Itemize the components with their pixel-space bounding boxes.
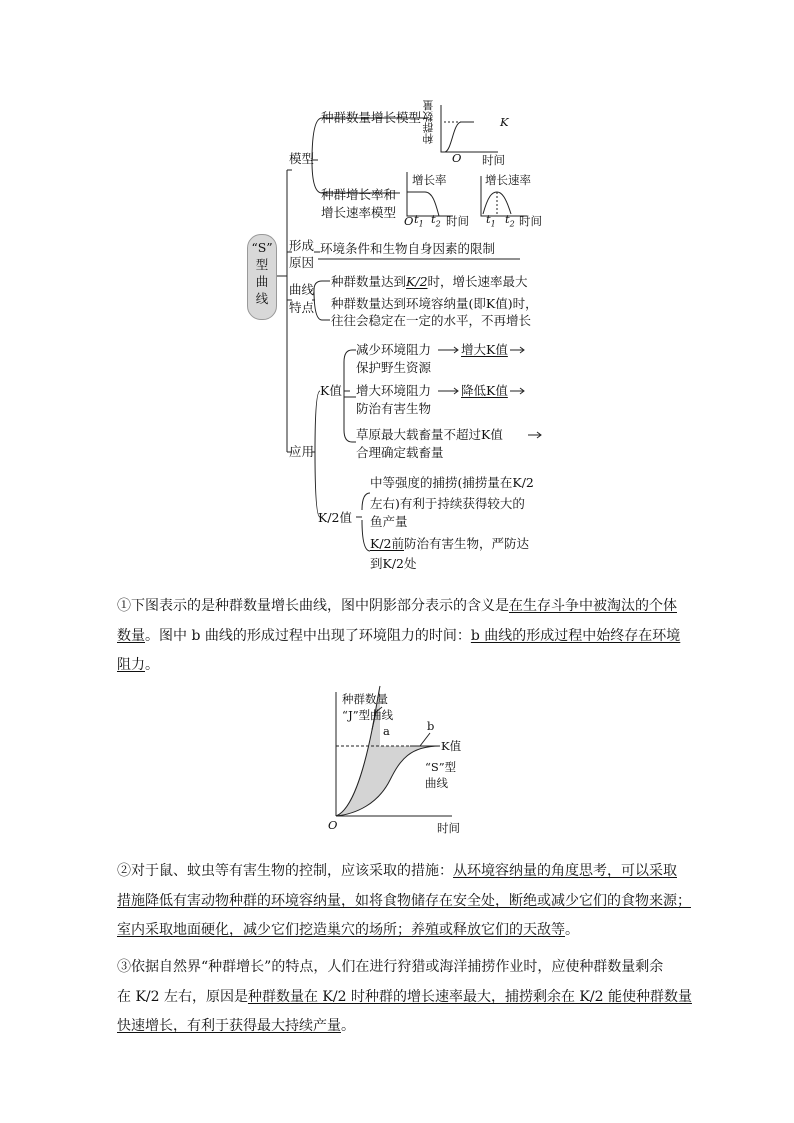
kval-label: K值 [320,383,342,398]
chart-a-label: a [383,724,390,738]
mini1-y-label: 种群数量 [422,100,435,144]
p3-line-1: ③依据自然界“种群增长”的特点，人们在进行狩猎或海洋捕捞作业时，应使种群数量剩余 [117,959,664,975]
p2-line-3: 室内采取地面硬化，减少它们挖造巢穴的场所；养殖或释放它们的天敌等。 [117,922,579,938]
root-quote: “S” [251,240,273,255]
b-leader [420,733,430,746]
kval-item-2-c: 防治有害生物 [356,401,432,416]
chart-x-label: 时间 [437,821,460,835]
branch-label-application: 应用 [289,444,315,459]
k2val-item-2-l1: K/2前防治有害生物，严防达 [370,536,530,551]
feature-line-2: 种群数量达到环境容纳量(即K值)时， [331,296,538,311]
k2val-item-1-l2: 左右)有利于持续获得较大的 [370,496,525,511]
mini2-t1: $t_1$ [414,212,424,229]
mini3-t1: $t_1$ [486,212,496,229]
chart-s-label-2: 曲线 [425,776,448,790]
mini3-x-label: 时间 [519,214,542,228]
kval-item-1-b: 增大K值 [461,342,508,357]
paragraph-2 [117,859,697,943]
chart-origin: O [328,818,338,832]
rate-model-label-2: 增长速率模型 [321,205,397,220]
p2-line-1: ②对于鼠、蚊虫等有害生物的控制，应该采取的措施：从环境容纳量的角度思考，可以采取 [117,863,677,879]
growth-model-label: 种群数量增长模型 [321,110,422,125]
mini2-t2: $t_2$ [431,212,441,229]
rate-model-label-1: 种群增长率和 [321,187,397,202]
feature-line-1: 种群数量达到K/2时，增长速率最大 [331,274,528,289]
p3-line-2: 在 K/2 左右，原因是种群数量在 K/2 时种群的增长速率最大，捕捞剩余在 K/2 能使种群数量 [117,988,692,1005]
mini1-k-label: K [500,115,509,129]
chart-y-label: 种群数量 [342,692,388,706]
k2val-item-2-l2: 到K/2处 [370,556,417,571]
paragraph-3 [117,955,697,1039]
p1-line-2: 数量。图中 b 曲线的形成过程中出现了环境阻力的时间：b 曲线的形成过程中始终存在环境 [117,627,681,644]
root-char-2: 曲 [255,274,269,289]
branch-label-model: 模型 [289,151,315,166]
branch-label-features-2: 特点 [289,300,315,315]
k2val-label: K/2值 [318,510,353,525]
branch-label-cause-1: 形成 [289,238,315,253]
root-char-1: 型 [255,257,269,272]
mini3-title: 增长速率 [485,173,531,187]
kval-item-2-b: 降低K值 [461,383,508,398]
kval-item-3-a: 草原最大载畜量不超过K值 [356,427,503,442]
mini1-x-label: 时间 [482,153,505,167]
feature-line-3: 往往会稳定在一定的水平，不再增长 [331,313,532,328]
mini2-x-label: 时间 [446,214,469,228]
chart-b-label: b [427,719,435,733]
chart-k-label: K值 [441,739,462,753]
p2-line-2: 措施降低有害动物种群的环境容纳量，如将食物储存在安全处，断绝或减少它们的食物来源； [117,892,691,909]
mini3-t2: $t_2$ [505,212,515,229]
branch-label-cause-2: 原因 [289,255,315,270]
chart-s-label-1: “S”型 [425,760,457,774]
root-char-3: 线 [255,291,269,306]
p1-line-1: ①下图表示的是种群数量增长曲线，图中阴影部分表示的含义是在生存斗争中被淘汰的个体 [117,598,677,614]
kval-item-1-a: 减少环境阻力 [356,342,432,357]
k2val-item-1-l1: 中等强度的捕捞(捕捞量在K/2 [370,475,534,490]
p3-line-3: 快速增长，有利于获得最大持续产量。 [117,1018,355,1034]
branch-label-features-1: 曲线 [289,282,315,297]
p1-line-3: 阻力。 [117,657,159,673]
mini2-origin: O [404,214,414,228]
mini1-origin: O [452,151,462,165]
kval-item-3-b: 合理确定载畜量 [356,445,444,460]
k2val-item-1-l3: 鱼产量 [370,514,408,529]
kval-item-1-c: 保护野生资源 [356,360,432,375]
kval-item-2-a: 增大环境阻力 [356,383,432,398]
mini2-title: 增长率 [412,173,447,187]
cause-text: 环境条件和生物自身因素的限制 [320,241,496,256]
chart-j-label: “J”型曲线 [342,708,394,722]
